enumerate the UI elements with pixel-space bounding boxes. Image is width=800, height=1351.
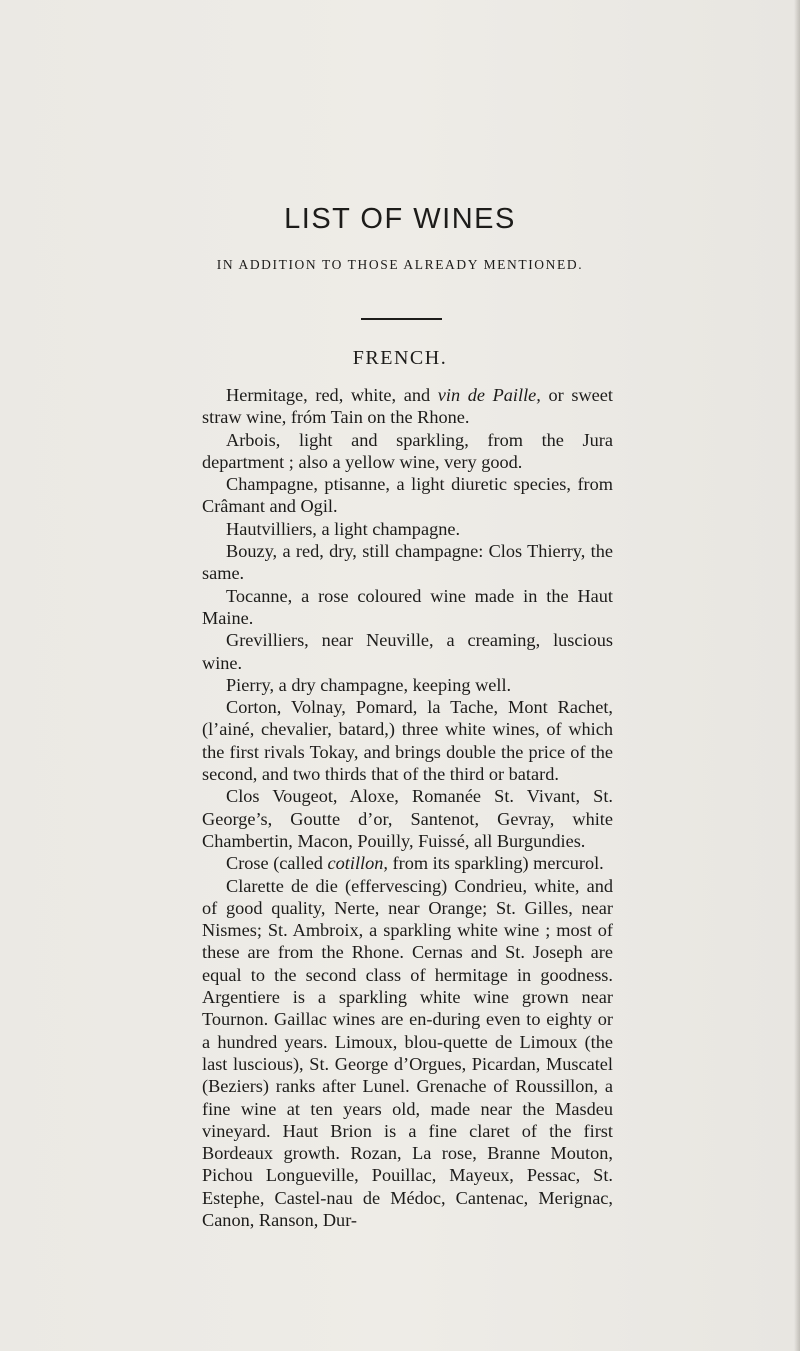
italic-text: vin de Paille,: [437, 385, 541, 405]
text-run: Hautvilliers, a light champagne.: [226, 518, 461, 539]
paragraph: [202, 540, 613, 585]
text-run: Tocanne, a rose coloured wine made in the Haut Maine.: [202, 585, 613, 628]
paragraph: [202, 875, 613, 1232]
page-title: LIST OF WINES: [284, 203, 516, 235]
paragraph: [202, 384, 613, 429]
text-run: or sweet straw wine, fróm Tain on the Rhone.: [202, 385, 613, 428]
body-text: [202, 384, 613, 1231]
paragraph: [202, 585, 613, 630]
text-run: Corton, Volnay, Pomard, la Tache, Mont Rachet, (l’ainé, chevalier, batard,) three white wines, of which the first rivals Tokay, and brings double the price of the second, and two thirds that of the third or batard.: [202, 697, 613, 785]
paragraph: [202, 629, 613, 674]
section-divider: [361, 318, 442, 320]
text-run: Clarette de die (effervescing) Condrieu, white, and of good quality, Nerte, near Orange; St. Gilles, near Nismes; St. Ambroix, a sparkling white wine ; most of these are from the Rhone. Cernas and St. Joseph are equal to the second class of hermitage in goodness. Argentiere is a sparkling white wine grown near Tournon. Gaillac wines are en-during even to eighty or a hundred years. Limoux, blou-quette de Limoux (the last luscious), St. George d’Orgues, Picardan, Muscatel (Beziers) ranks after Lunel. Grenache of Roussillon, a fine wine at ten years old, made near the Masdeu vineyard. Haut Brion is a fine claret of the first Bordeaux growth. Rozan, La rose, Branne Mouton, Pichou Longueville, Pouillac, Mayeux, Pessac, St. Estephe, Castel-nau de Médoc, Cantenac, Merignac, Canon, Ranson, Dur-: [202, 875, 613, 1230]
text-run: Arbois, light and sparkling, from the Jura department ; also a yellow wine, very good.: [202, 429, 613, 472]
text-run: Crose (called: [226, 853, 328, 874]
text-run: Grevilliers, near Neuville, a creaming, luscious wine.: [202, 630, 613, 673]
text-run: Hermitage, red, white, and: [226, 385, 438, 405]
paragraph: [202, 473, 613, 518]
italic-text: cotillon,: [327, 853, 388, 874]
page-subtitle: IN ADDITION TO THOSE ALREADY MENTIONED.: [216, 257, 584, 272]
text-run: Bouzy, a red, dry, still champagne: Clos Thierry, the same.: [202, 541, 613, 584]
text-run: from its sparkling) mercurol.: [387, 853, 604, 874]
section-heading: FRENCH.: [352, 347, 448, 369]
paragraph: [202, 785, 613, 852]
paragraph: [202, 696, 613, 785]
paragraph: [202, 674, 613, 696]
text-run: Clos Vougeot, Aloxe, Romanée St. Vivant, St. George’s, Goutte d’or, Santenot, Gevray, white Chambertin, Macon, Pouilly, Fuissé, all Burgundies.: [202, 786, 613, 851]
paragraph: [202, 518, 613, 540]
text-run: Pierry, a dry champagne, keeping well.: [226, 674, 512, 695]
text-run: Champagne, ptisanne, a light diuretic species, from Crâmant and Ogil.: [202, 474, 613, 517]
paragraph: [202, 429, 613, 474]
paragraph: [202, 852, 613, 874]
